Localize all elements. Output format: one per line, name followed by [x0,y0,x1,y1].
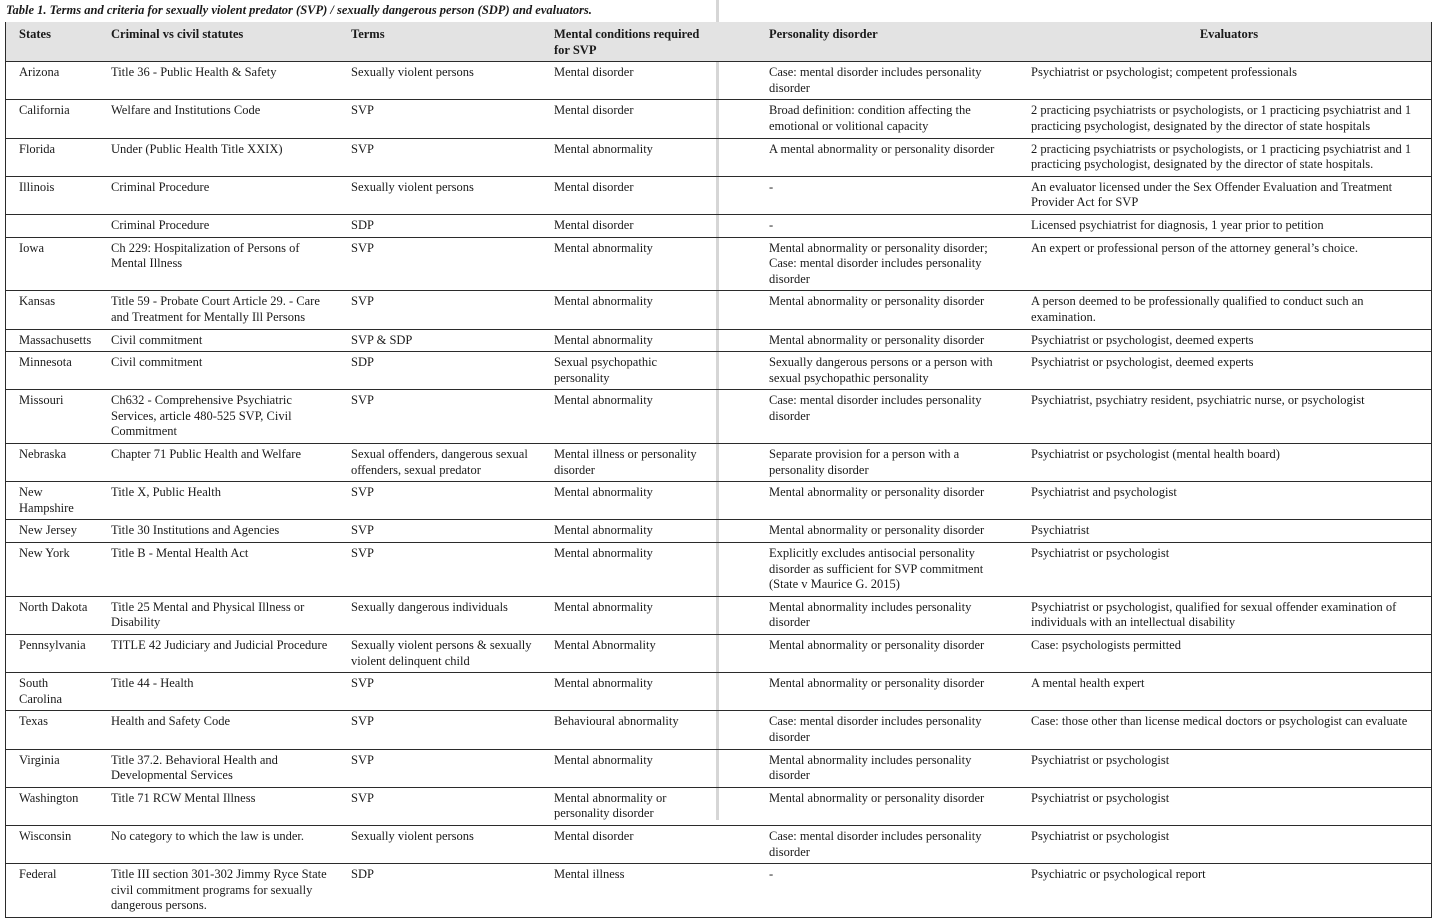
cell-mental-conditions: Mental disorder [541,214,709,237]
cell-personality-disorder: A mental abnormality or personality disorder [709,138,1019,176]
cell-evaluators: Case: those other than license medical doctors or psychologist can evaluate [1019,711,1431,749]
table-row [6,543,1431,597]
cell-personality-disorder: Separate provision for a person with a personality disorder [709,444,1019,482]
cell-terms: SVP [338,520,541,543]
cell-state: Minnesota [6,352,98,390]
cell-terms: Sexually violent persons & sexually violent delinquent child [338,635,541,673]
cell-terms: Sexually violent persons [338,176,541,214]
cell-terms: SVP [338,787,541,825]
table-row [6,635,1431,673]
table-row [6,749,1431,787]
cell-statute: Title 37.2. Behavioral Health and Developmental Services [98,749,338,787]
cell-mental-conditions: Mental abnormality [541,749,709,787]
cell-state: North Dakota [6,596,98,634]
cell-mental-conditions: Mental abnormality [541,673,709,711]
table-caption: Table 1. Terms and criteria for sexually violent predator (SVP) / sexually dangerous person (SDP) and evaluators. [6,3,592,17]
cell-evaluators: Psychiatrist or psychologist (mental health board) [1019,444,1431,482]
cell-statute: TITLE 42 Judiciary and Judicial Procedure [98,635,338,673]
table-row [6,520,1431,543]
cell-mental-conditions: Mental abnormality [541,291,709,329]
cell-statute: Title 30 Institutions and Agencies [98,520,338,543]
cell-state: Arizona [6,62,98,100]
cell-mental-conditions: Mental illness or personality disorder [541,444,709,482]
cell-personality-disorder: Mental abnormality or personality disorder [709,635,1019,673]
cell-statute: Health and Safety Code [98,711,338,749]
cell-state: South Carolina [6,673,98,711]
cell-personality-disorder: Mental abnormality or personality disorder [709,329,1019,352]
cell-mental-conditions: Mental disorder [541,100,709,138]
cell-state: New Hampshire [6,482,98,520]
cell-evaluators: Psychiatrist or psychologist, deemed experts [1019,329,1431,352]
cell-state: Florida [6,138,98,176]
cell-evaluators: Psychiatrist or psychologist; competent professionals [1019,62,1431,100]
cell-statute: No category to which the law is under. [98,825,338,863]
cell-evaluators: A mental health expert [1019,673,1431,711]
cell-state: Pennsylvania [6,635,98,673]
cell-evaluators: Psychiatrist or psychologist [1019,543,1431,597]
cell-statute: Title III section 301-302 Jimmy Ryce State civil commitment programs for sexually dangerous persons. [111,867,327,913]
cell-state: Iowa [6,237,98,291]
cell-terms: SDP [338,214,541,237]
cell-evaluators: Psychiatrist and psychologist [1019,482,1431,520]
cell-statute: Title 25 Mental and Physical Illness or Disability [98,596,338,634]
cell-statute: Title B - Mental Health Act [98,543,338,597]
cell-terms: SVP [338,673,541,711]
cell-statute: Ch632 - Comprehensive Psychiatric Services, article 480-525 SVP, Civil Commitment [98,390,338,444]
cell-personality-disorder: Mental abnormality or personality disorder; Case: mental disorder includes personality disorder [709,237,1019,291]
table-row [6,214,1431,237]
header-personality-disorder: Personality disorder [709,22,1019,62]
table-row [6,825,1431,863]
table-row [6,482,1431,520]
cell-terms: SDP [351,867,374,882]
header-terms: Terms [338,22,541,62]
cell-statute: Civil commitment [98,329,338,352]
cell-terms: SVP [338,482,541,520]
cell-mental-conditions: Mental abnormality [541,596,709,634]
cell-statute: Title 71 RCW Mental Illness [98,787,338,825]
cell-statute: Chapter 71 Public Health and Welfare [98,444,338,482]
table-row [6,352,1431,390]
cell-state: Federal [19,867,57,882]
cell-evaluators: 2 practicing psychiatrists or psychologists, or 1 practicing psychiatrist and 1 practicing psychologist, designated by the director of state hospitals [1019,100,1431,138]
cell-evaluators: 2 practicing psychiatrists or psychologists, or 1 practicing psychiatrist and 1 practicing psychologist, designated by the director of state hospitals. [1019,138,1431,176]
table-row [6,291,1431,329]
cell-personality-disorder: Case: mental disorder includes personality disorder [709,390,1019,444]
cell-terms: Sexually violent persons [338,62,541,100]
cell-terms: SVP [338,237,541,291]
cell-terms: SVP [338,138,541,176]
cell-terms: SVP [338,711,541,749]
cell-state [6,214,98,237]
table-row [6,100,1431,138]
cell-statute: Ch 229: Hospitalization of Persons of Mental Illness [98,237,338,291]
cell-state: Washington [6,787,98,825]
table-row [6,237,1431,291]
table-header-row [6,22,1431,62]
cell-personality-disorder: Case: mental disorder includes personality disorder [709,62,1019,100]
cell-personality-disorder: Explicitly excludes antisocial personality disorder as sufficient for SVP commitment (State v Maurice G. 2015) [709,543,1019,597]
cell-mental-conditions: Mental abnormality [541,520,709,543]
cell-evaluators: Psychiatrist or psychologist, deemed experts [1019,352,1431,390]
cell-terms: SVP [338,390,541,444]
cell-statute: Title X, Public Health [98,482,338,520]
cell-personality-disorder: Sexually dangerous persons or a person with sexual psychopathic personality [709,352,1019,390]
cell-mental-conditions: Behavioural abnormality [541,711,709,749]
cell-statute: Under (Public Health Title XXIX) [98,138,338,176]
cell-terms: Sexually violent persons [338,825,541,863]
cell-evaluators: Psychiatrist or psychologist, qualified for sexual offender examination of individuals with an intellectual disability [1019,596,1431,634]
cell-terms: SDP [338,352,541,390]
cell-state: Texas [6,711,98,749]
cell-state: Wisconsin [6,825,98,863]
table-row [6,62,1431,100]
table-row [6,673,1431,711]
cell-statute: Title 44 - Health [98,673,338,711]
cell-mental-conditions: Mental disorder [541,176,709,214]
table-body [6,62,1431,917]
cell-mental-conditions: Mental disorder [541,62,709,100]
cell-mental-conditions: Mental abnormality [541,237,709,291]
cell-evaluators: An expert or professional person of the attorney general’s choice. [1019,237,1431,291]
cell-personality-disorder: Case: mental disorder includes personality disorder [709,711,1019,749]
cell-evaluators: An evaluator licensed under the Sex Offender Evaluation and Treatment Provider Act for SVP [1019,176,1431,214]
table-row [6,390,1431,444]
cell-state: Massachusetts [6,329,98,352]
cell-personality-disorder: - [709,176,1019,214]
cell-terms: SVP [338,100,541,138]
cell-mental-conditions: Mental abnormality [541,543,709,597]
cell-mental-conditions: Mental abnormality [541,138,709,176]
cell-state: Nebraska [6,444,98,482]
header-states: States [6,22,98,62]
table-row [6,864,1431,917]
cell-mental-conditions: Mental abnormality [541,390,709,444]
cell-personality-disorder: - [769,867,774,882]
cell-personality-disorder: - [709,214,1019,237]
table-row [6,138,1431,176]
cell-statute: Criminal Procedure [98,214,338,237]
cell-mental-conditions: Mental abnormality [541,329,709,352]
cell-mental-conditions: Mental Abnormality [541,635,709,673]
cell-evaluators: Psychiatric or psychological report [1031,867,1206,882]
cell-statute: Civil commitment [98,352,338,390]
cell-personality-disorder: Mental abnormality or personality disorder [709,482,1019,520]
cell-personality-disorder: Mental abnormality includes personality disorder [709,596,1019,634]
cell-state: Illinois [6,176,98,214]
cell-evaluators: Psychiatrist, psychiatry resident, psychiatric nurse, or psychologist [1019,390,1431,444]
cell-personality-disorder: Broad definition: condition affecting the emotional or volitional capacity [709,100,1019,138]
svp-sdp-table-container [5,22,1432,918]
cell-evaluators: Psychiatrist or psychologist [1019,749,1431,787]
cell-terms: Sexually dangerous individuals [338,596,541,634]
cell-terms: SVP [338,749,541,787]
table-row [6,596,1431,634]
table-row [6,176,1431,214]
cell-terms: SVP [338,543,541,597]
cell-state: Missouri [6,390,98,444]
cell-statute: Title 59 - Probate Court Article 29. - Care and Treatment for Mentally Ill Persons [98,291,338,329]
cell-mental-conditions: Mental illness [554,867,625,882]
table-row [6,329,1431,352]
cell-evaluators: Case: psychologists permitted [1019,635,1431,673]
cell-personality-disorder: Case: mental disorder includes personality disorder [709,825,1019,863]
cell-evaluators: Licensed psychiatrist for diagnosis, 1 year prior to petition [1019,214,1431,237]
cell-statute: Title 36 - Public Health & Safety [98,62,338,100]
cell-state: New Jersey [6,520,98,543]
cell-state: California [6,100,98,138]
cell-personality-disorder: Mental abnormality or personality disorder [709,520,1019,543]
svp-sdp-table [6,22,1431,917]
cell-evaluators: Psychiatrist [1019,520,1431,543]
cell-personality-disorder: Mental abnormality or personality disorder [709,673,1019,711]
cell-terms: SVP [338,291,541,329]
cell-state: Virginia [6,749,98,787]
cell-terms: Sexual offenders, dangerous sexual offenders, sexual predator [338,444,541,482]
header-evaluators: Evaluators [1019,22,1431,62]
cell-evaluators: A person deemed to be professionally qualified to conduct such an examination. [1019,291,1431,329]
cell-personality-disorder: Mental abnormality or personality disorder [709,787,1019,825]
cell-state: New York [6,543,98,597]
cell-state: Kansas [6,291,98,329]
cell-statute: Criminal Procedure [98,176,338,214]
table-row [6,711,1431,749]
cell-evaluators: Psychiatrist or psychologist [1019,787,1431,825]
cell-mental-conditions: Mental disorder [541,825,709,863]
cell-mental-conditions: Mental abnormality [541,482,709,520]
cell-mental-conditions: Mental abnormality or personality disorder [541,787,709,825]
cell-personality-disorder: Mental abnormality or personality disorder [709,291,1019,329]
header-mental-conditions: Mental conditions required for SVP [541,22,709,62]
header-statutes: Criminal vs civil statutes [98,22,338,62]
cell-terms: SVP & SDP [338,329,541,352]
cell-personality-disorder: Mental abnormality includes personality disorder [709,749,1019,787]
cell-mental-conditions: Sexual psychopathic personality [541,352,709,390]
table-row [6,444,1431,482]
cell-statute: Welfare and Institutions Code [98,100,338,138]
cell-evaluators: Psychiatrist or psychologist [1019,825,1431,863]
